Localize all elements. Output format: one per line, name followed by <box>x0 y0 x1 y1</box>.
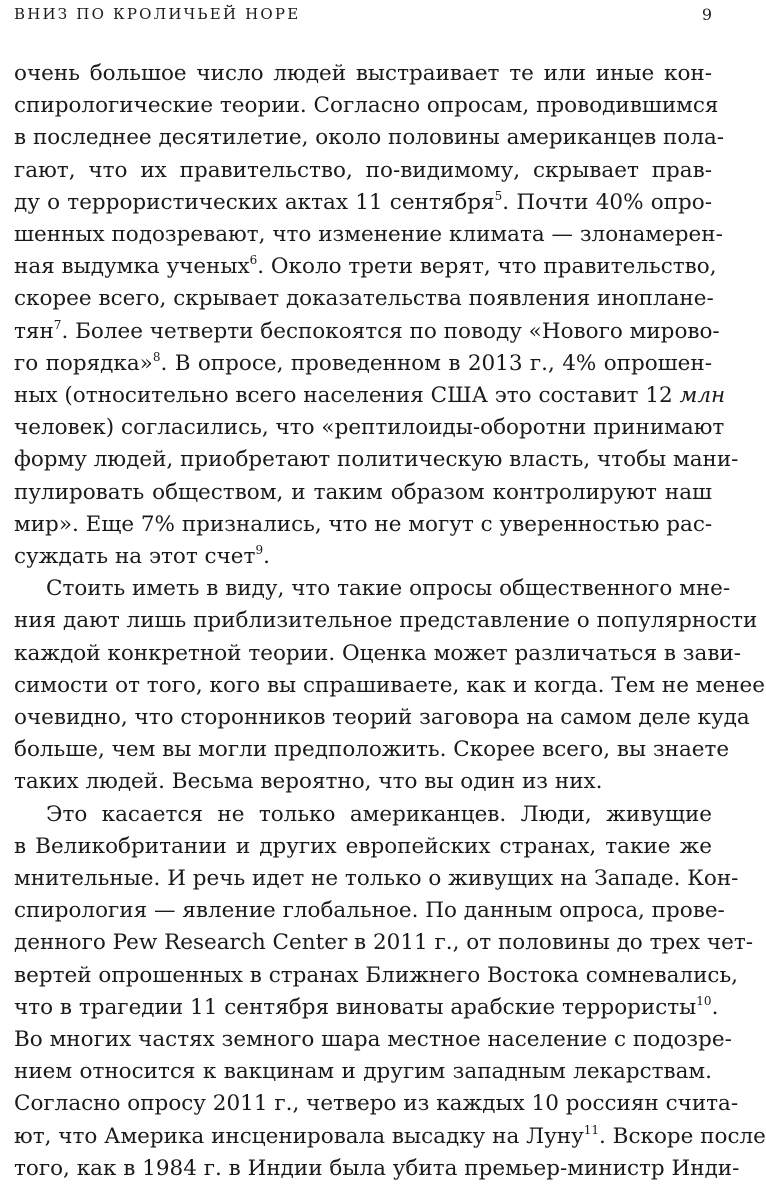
line-text: мнительные. И речь идет не только о живущих на Западе. Кон- <box>14 866 739 891</box>
text-line <box>14 638 742 670</box>
line-text: вертей опрошенных в странах Ближнего Востока сомневались, <box>14 962 738 988</box>
line-text: очень большое число людей выстраивает те или иные кон- <box>14 61 712 86</box>
text-line <box>14 1056 712 1088</box>
text-line <box>14 895 725 927</box>
line-text: мир». Еще 7% признались, что не могут с уверенностью рас- <box>14 511 713 537</box>
line-text: в последнее десятилетие, около половины американцев пола- <box>14 125 725 151</box>
line-text: таких людей. Весьма вероятно, что вы один из них. <box>14 769 603 795</box>
text-line <box>14 831 712 863</box>
line-text: . Вскоре после <box>599 1123 766 1149</box>
line-text: пулировать обществом, и таким образом контролируют наш <box>14 479 712 505</box>
text-line <box>14 1153 740 1185</box>
line-text: гают, что их правительство, по-видимому, скрывает прав- <box>14 157 712 183</box>
line-text: Стоить иметь в виду, что такие опросы общественного мне- <box>46 576 731 602</box>
line-text: . Почти 40% опро- <box>502 189 712 215</box>
text-line <box>14 1088 739 1120</box>
line-text: скорее всего, скрывает доказательства появления инопланe- <box>14 286 714 312</box>
footnote-marker: 9 <box>255 543 264 557</box>
line-text: каждой конкретной теории. Оценка может различаться в зави- <box>14 640 742 666</box>
text-line <box>14 1024 732 1056</box>
line-text: Во многих частях земного шара местное население с подозре- <box>14 1027 732 1052</box>
line-text: . Более четверти беспокоятся по поводу «Нового мирово- <box>61 318 720 344</box>
line-text: того, как в 1984 г. в Индии была убита премьер-министр Инди- <box>14 1155 740 1181</box>
line-text: . В опросе, проведенном в 2013 г., 4% опрошен- <box>160 350 712 376</box>
chapter-title: ВНИЗ ПО КРОЛИЧЬЕЙ НОРЕ <box>14 5 301 23</box>
text-line <box>14 702 750 734</box>
footnote-marker: 5 <box>494 188 503 203</box>
text-line <box>14 219 723 251</box>
running-header <box>14 5 712 27</box>
text-line <box>14 348 712 380</box>
text-line <box>14 187 712 219</box>
line-text: форму людей, приобретают политическую власть, чтобы мани- <box>14 447 739 473</box>
line-text: тян <box>14 318 54 344</box>
line-text: . <box>263 544 270 569</box>
text-line <box>14 444 739 476</box>
text-line <box>14 927 754 959</box>
line-text: суждать на этот счет <box>14 544 256 569</box>
line-text: ная выдумка ученых <box>14 254 250 280</box>
line-text: . Около трети верят, что правительство, <box>257 254 717 280</box>
text-line <box>14 477 712 509</box>
text-line <box>14 670 765 702</box>
text-line <box>14 251 717 283</box>
footnote-marker: 7 <box>53 317 62 332</box>
text-line <box>14 541 712 573</box>
text-line <box>14 960 738 992</box>
line-text: больше, чем вы могли предположить. Скорее всего, вы знаете <box>14 737 730 763</box>
line-text: шенных подозревают, что изменение климата — злонамерен- <box>14 222 723 247</box>
footnote-marker: 11 <box>583 1122 599 1137</box>
footnote-marker: 6 <box>249 253 258 268</box>
text-line <box>14 605 758 637</box>
text-line <box>14 509 712 541</box>
line-text: го порядка» <box>14 350 153 376</box>
text-line <box>46 799 712 831</box>
text-line <box>14 863 739 895</box>
page-number: 9 <box>701 5 712 24</box>
line-text: ду о террористических актах 11 сентября <box>14 189 495 215</box>
text-line <box>14 992 719 1024</box>
line-text: . <box>711 994 719 1020</box>
line-text: Это касается не только американцев. Люди, живущие <box>46 801 712 827</box>
line-text: в Великобритании и других европейских странах, такие же <box>14 833 712 859</box>
text-line <box>14 58 712 90</box>
line-text: Согласно опросу 2011 г., четверо из каждых 10 россиян счита- <box>14 1091 739 1117</box>
text-line <box>14 380 726 412</box>
text-line <box>14 1121 766 1153</box>
line-text: очевидно, что сторонников теорий заговора на самом деле куда <box>14 705 750 730</box>
line-text: что в трагедии 11 сентября виноваты арабские террористы <box>14 994 697 1020</box>
text-line <box>46 573 731 605</box>
text-line <box>14 122 725 154</box>
line-text: ния дают лишь приблизительное представление о популярности <box>14 608 758 634</box>
line-text: нием относится к вакцинам и другим западным лекарствам. <box>14 1059 712 1085</box>
line-text: денного Pew Research Center в 2011 г., от половины до трех чет- <box>14 930 754 956</box>
footnote-marker: 8 <box>152 349 161 364</box>
line-text: спирология — явление глобальное. По данным опроса, прове- <box>14 898 725 924</box>
text-line <box>14 766 712 798</box>
line-text: ют, что Америка инсценировала высадку на Луну <box>14 1123 584 1149</box>
text-line <box>14 412 725 444</box>
line-text: симости от того, кого вы спрашиваете, как и когда. Тем не менее <box>14 672 765 698</box>
text-line <box>14 316 720 348</box>
text-line <box>14 283 712 315</box>
line-text: ных (относительно всего населения США это составит 12 <box>14 383 680 408</box>
line-text: спирологические теории. Согласно опросам, проводившимся <box>14 93 719 119</box>
line-text: человек) согласились, что «рептилоиды-оборотни принимают <box>14 415 725 441</box>
text-line <box>14 734 730 766</box>
text-line <box>14 90 719 122</box>
italic-text: млн <box>679 383 726 408</box>
text-line <box>14 155 712 187</box>
footnote-marker: 10 <box>696 993 712 1008</box>
